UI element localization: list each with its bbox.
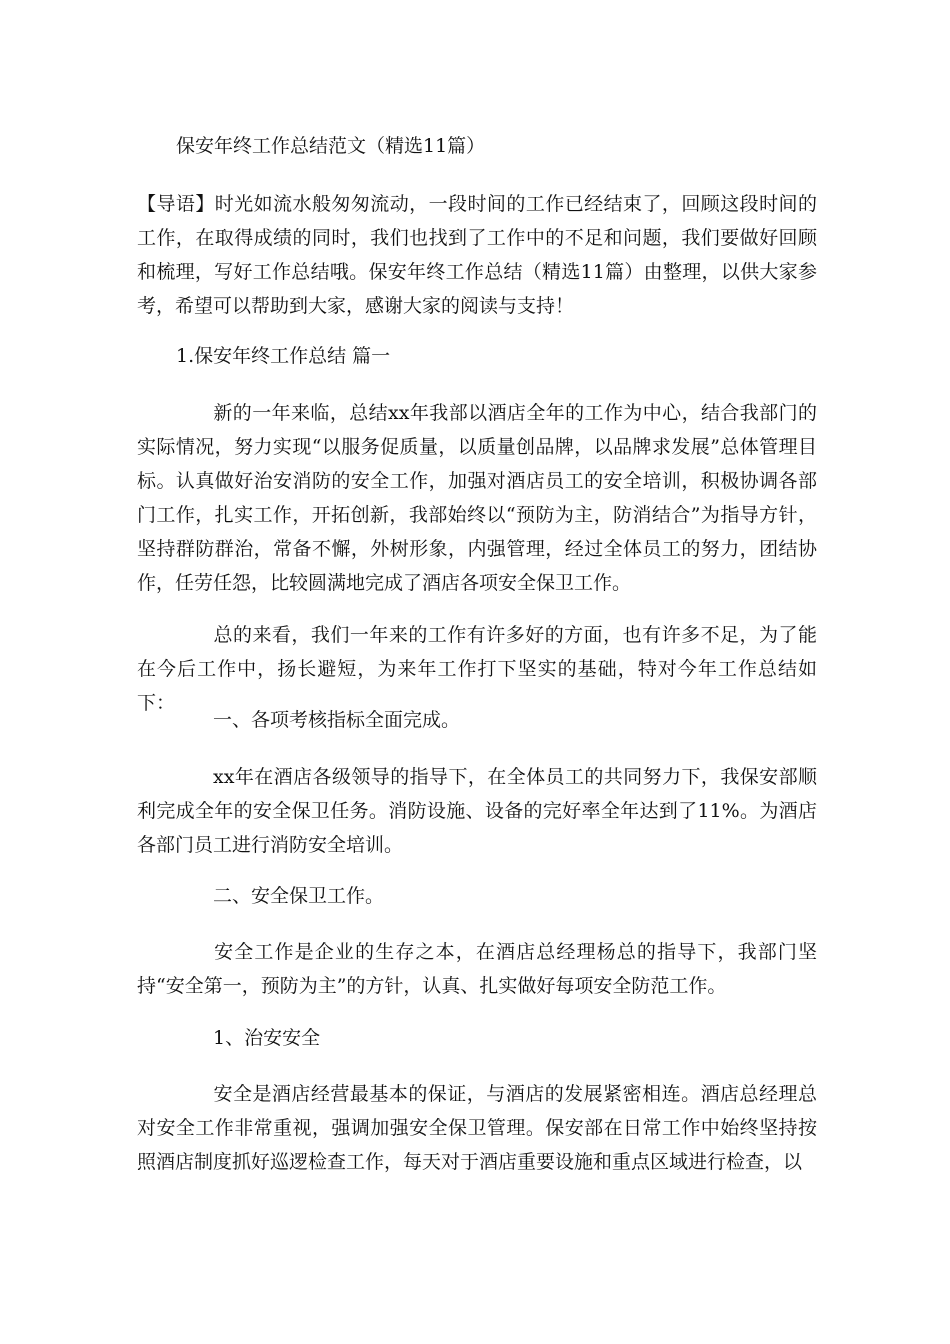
body-paragraph-1 [137,396,817,600]
paragraph-text: 安全工作是企业的生存之本，在酒店总经理杨总的指导下，我部门坚持“安全第一，预防为主”的方针，认真、扎实做好每项安全防范工作。 [137,941,817,997]
paragraph-text: 安全是酒店经营最基本的保证，与酒店的发展紧密相连。酒店总经理总对安全工作非常重视，强调加强安全保卫管理。保安部在日常工作中始终坚持按照酒店制度抓好巡逻检查工作，每天对于酒店重要设施和重点区域进行检查，以 [137,1083,817,1173]
intro-paragraph [137,187,817,323]
paragraph-text: 总的来看，我们一年来的工作有许多好的方面，也有许多不足，为了能在今后工作中，扬长避短，为来年工作打下坚实的基础，特对今年工作总结如下： [137,624,817,714]
subheading-two: 二、安全保卫工作。 [213,885,385,907]
body-paragraph-3 [137,760,817,862]
intro-text: 【导语】时光如流水般匆匆流动，一段时间的工作已经结束了，回顾这段时间的工作，在取得成绩的同时，我们也找到了工作中的不足和问题，我们要做好回顾和梳理，写好工作总结哦。保安年终工作总结（精选11篇）由整理，以供大家参考，希望可以帮助到大家，感谢大家的阅读与支持！ [137,193,817,317]
body-paragraph-2 [137,618,817,720]
paragraph-text: xx年在酒店各级领导的指导下，在全体员工的共同努力下，我保安部顺利完成全年的安全保卫任务。消防设施、设备的完好率全年达到了11%。为酒店各部门员工进行消防安全培训。 [137,766,817,856]
body-paragraph-4 [137,935,817,1003]
paragraph-text: 新的一年来临，总结xx年我部以酒店全年的工作为中心，结合我部门的实际情况，努力实现“以服务促质量，以质量创品牌，以品牌求发展”总体管理目标。认真做好治安消防的安全工作，加强对酒店员工的安全培训，积极协调各部门工作，扎实工作，开拓创新，我部始终以“预防为主，防消结合”为指导方针，坚持群防群治，常备不懈，外树形象，内强管理，经过全体员工的努力，团结协作，任劳任怨，比较圆满地完成了酒店各项安全保卫工作。 [137,402,817,594]
subheading-sub1: 1、治安安全 [213,1027,321,1049]
subheading-one: 一、各项考核指标全面完成。 [213,709,461,731]
section-heading-1: 1.保安年终工作总结 篇一 [176,345,391,367]
document-title: 保安年终工作总结范文（精选11篇） [176,135,486,157]
body-paragraph-5 [137,1077,817,1179]
